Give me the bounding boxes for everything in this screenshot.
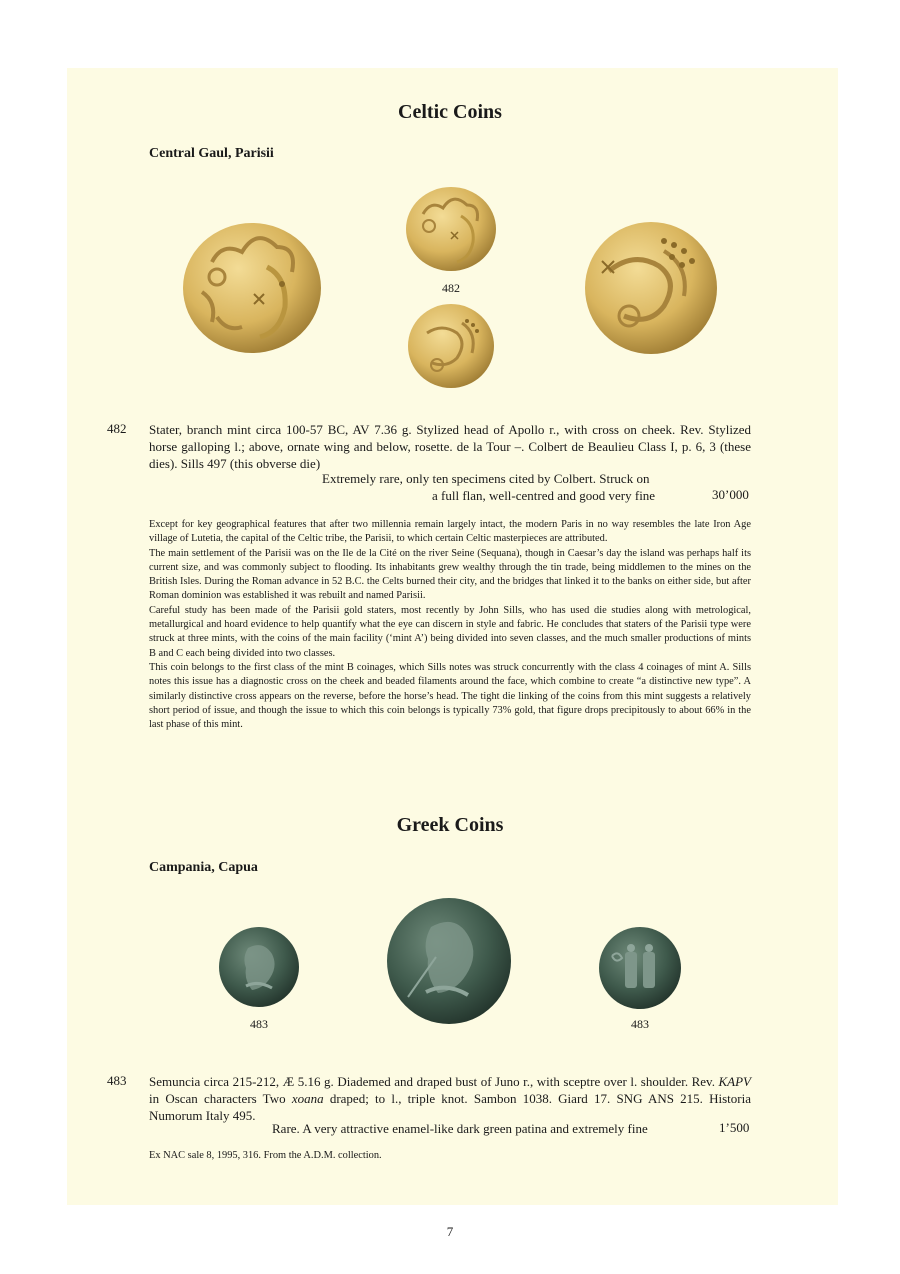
page-number: 7 [446,1224,454,1239]
coin-483-obverse-large [386,897,512,1025]
lot-483-price: 1’500 [719,1120,750,1135]
lot-482-grade-line2: a full flan, well-centred and good very fine [432,488,656,503]
coin-483-label-right: 483 [631,1017,649,1031]
coin-482-obverse-small [405,186,497,272]
coin-482-reverse-large [584,221,718,355]
lot-483-number: 483 [107,1073,127,1088]
coin-483-reverse [598,926,682,1010]
coin-482-label: 482 [442,281,460,295]
lot-483-desc-part3: draped; to l., triple knot. Sambon 1038. Giard 17. SNG ANS 215. Historia Numorum Italy 495. [149,1091,752,1123]
lot-482-grade-line1: Extremely rare, only ten specimens cited by Colbert. Struck on [322,471,650,486]
coin-483-obverse-small [218,926,300,1008]
coin-482-reverse-small [407,303,495,389]
lot-482-commentary [149,518,751,732]
lot-483-desc-part2: in Oscan characters Two [149,1091,292,1106]
lot-483-grade: Rare. A very attractive enamel-like dark green patina and extremely fine [272,1121,648,1136]
commentary-paragraph: This coin belongs to the first class of the mint B coinages, which Sills notes was struck concurrently with the class 4 coinages of mint A. Sills notes this issue has a diagnostic cross on the cheek and beaded filaments around the face, which combine to create “a distinctive new type”. A similarly distinctive cross appears on the reverse, before the horse’s head. The tight die linking of the coins from this mint suggests a relatively short period of issue, and though the issue to which this coin belongs is typically 73% gold, that figure drops precipitously to about 66% in the last phase of this mint. [149,661,751,731]
celtic-section-title: Celtic Coins [398,101,502,123]
lot-482-number: 482 [107,421,127,436]
lot-483-xoana: xoana [291,1091,324,1106]
coin-482-obverse-large [182,222,322,354]
lot-482-price: 30’000 [712,487,749,502]
lot-483-description [149,1073,751,1124]
celtic-region-heading: Central Gaul, Parisii [149,146,274,161]
lot-483-provenance: Ex NAC sale 8, 1995, 316. From the A.D.M. collection. [149,1150,382,1161]
coin-483-label-left: 483 [250,1017,268,1031]
commentary-paragraph: The main settlement of the Parisii was on the Ile de la Cité on the river Seine (Sequana), though in Caesar’s day the island was perhaps half its current size, and was commonly subject to flooding. Its inhabitants grew wealthy through the tin trade, being middlemen to the mines on the British Isles. During the Roman advance in 52 B.C. the Celts burned their city, and the bridges that linked it to the banks on either side, but after Roman dominion was established it was rebuilt and named Parisii. [149,547,751,602]
commentary-paragraph: Except for key geographical features that after two millennia remain largely intact, the modern Paris in no way resembles the late Iron Age village of Lutetia, the capital of the Celtic tribe, the Parisii, to which certain Celtic masterpieces are attributed. [149,519,751,545]
lot-483-legend-kapv: KAPV [718,1074,751,1089]
greek-section-title: Greek Coins [396,814,504,836]
greek-region-heading: Campania, Capua [149,860,258,875]
lot-482-description: Stater, branch mint circa 100-57 BC, AV 7.36 g. Stylized head of Apollo r., with cross on cheek. Rev. Stylized horse galloping l.; above, ornate wing and below, rosette. de la Tour –. Colbert de Beaulieu Class I, p. 6, 3 (these dies). Sills 497 (this obverse die) [149,422,751,471]
commentary-paragraph: Careful study has been made of the Parisii gold staters, most recently by John Sills, who has used die studies along with metrological, metallurgical and hoard evidence to help quantify what the eye can discern in style and fabric. He concludes that staters of the Parisii type were struck at three mints, with the coins of the main facility (‘mint A’) being divided into seven classes, and the much smaller productions of mints B and C each being divided into two classes. [149,604,751,659]
lot-483-desc-part1: Semuncia circa 215-212, Æ 5.16 g. Diademed and draped bust of Juno r., with sceptre over l. shoulder. Rev. [149,1074,719,1089]
